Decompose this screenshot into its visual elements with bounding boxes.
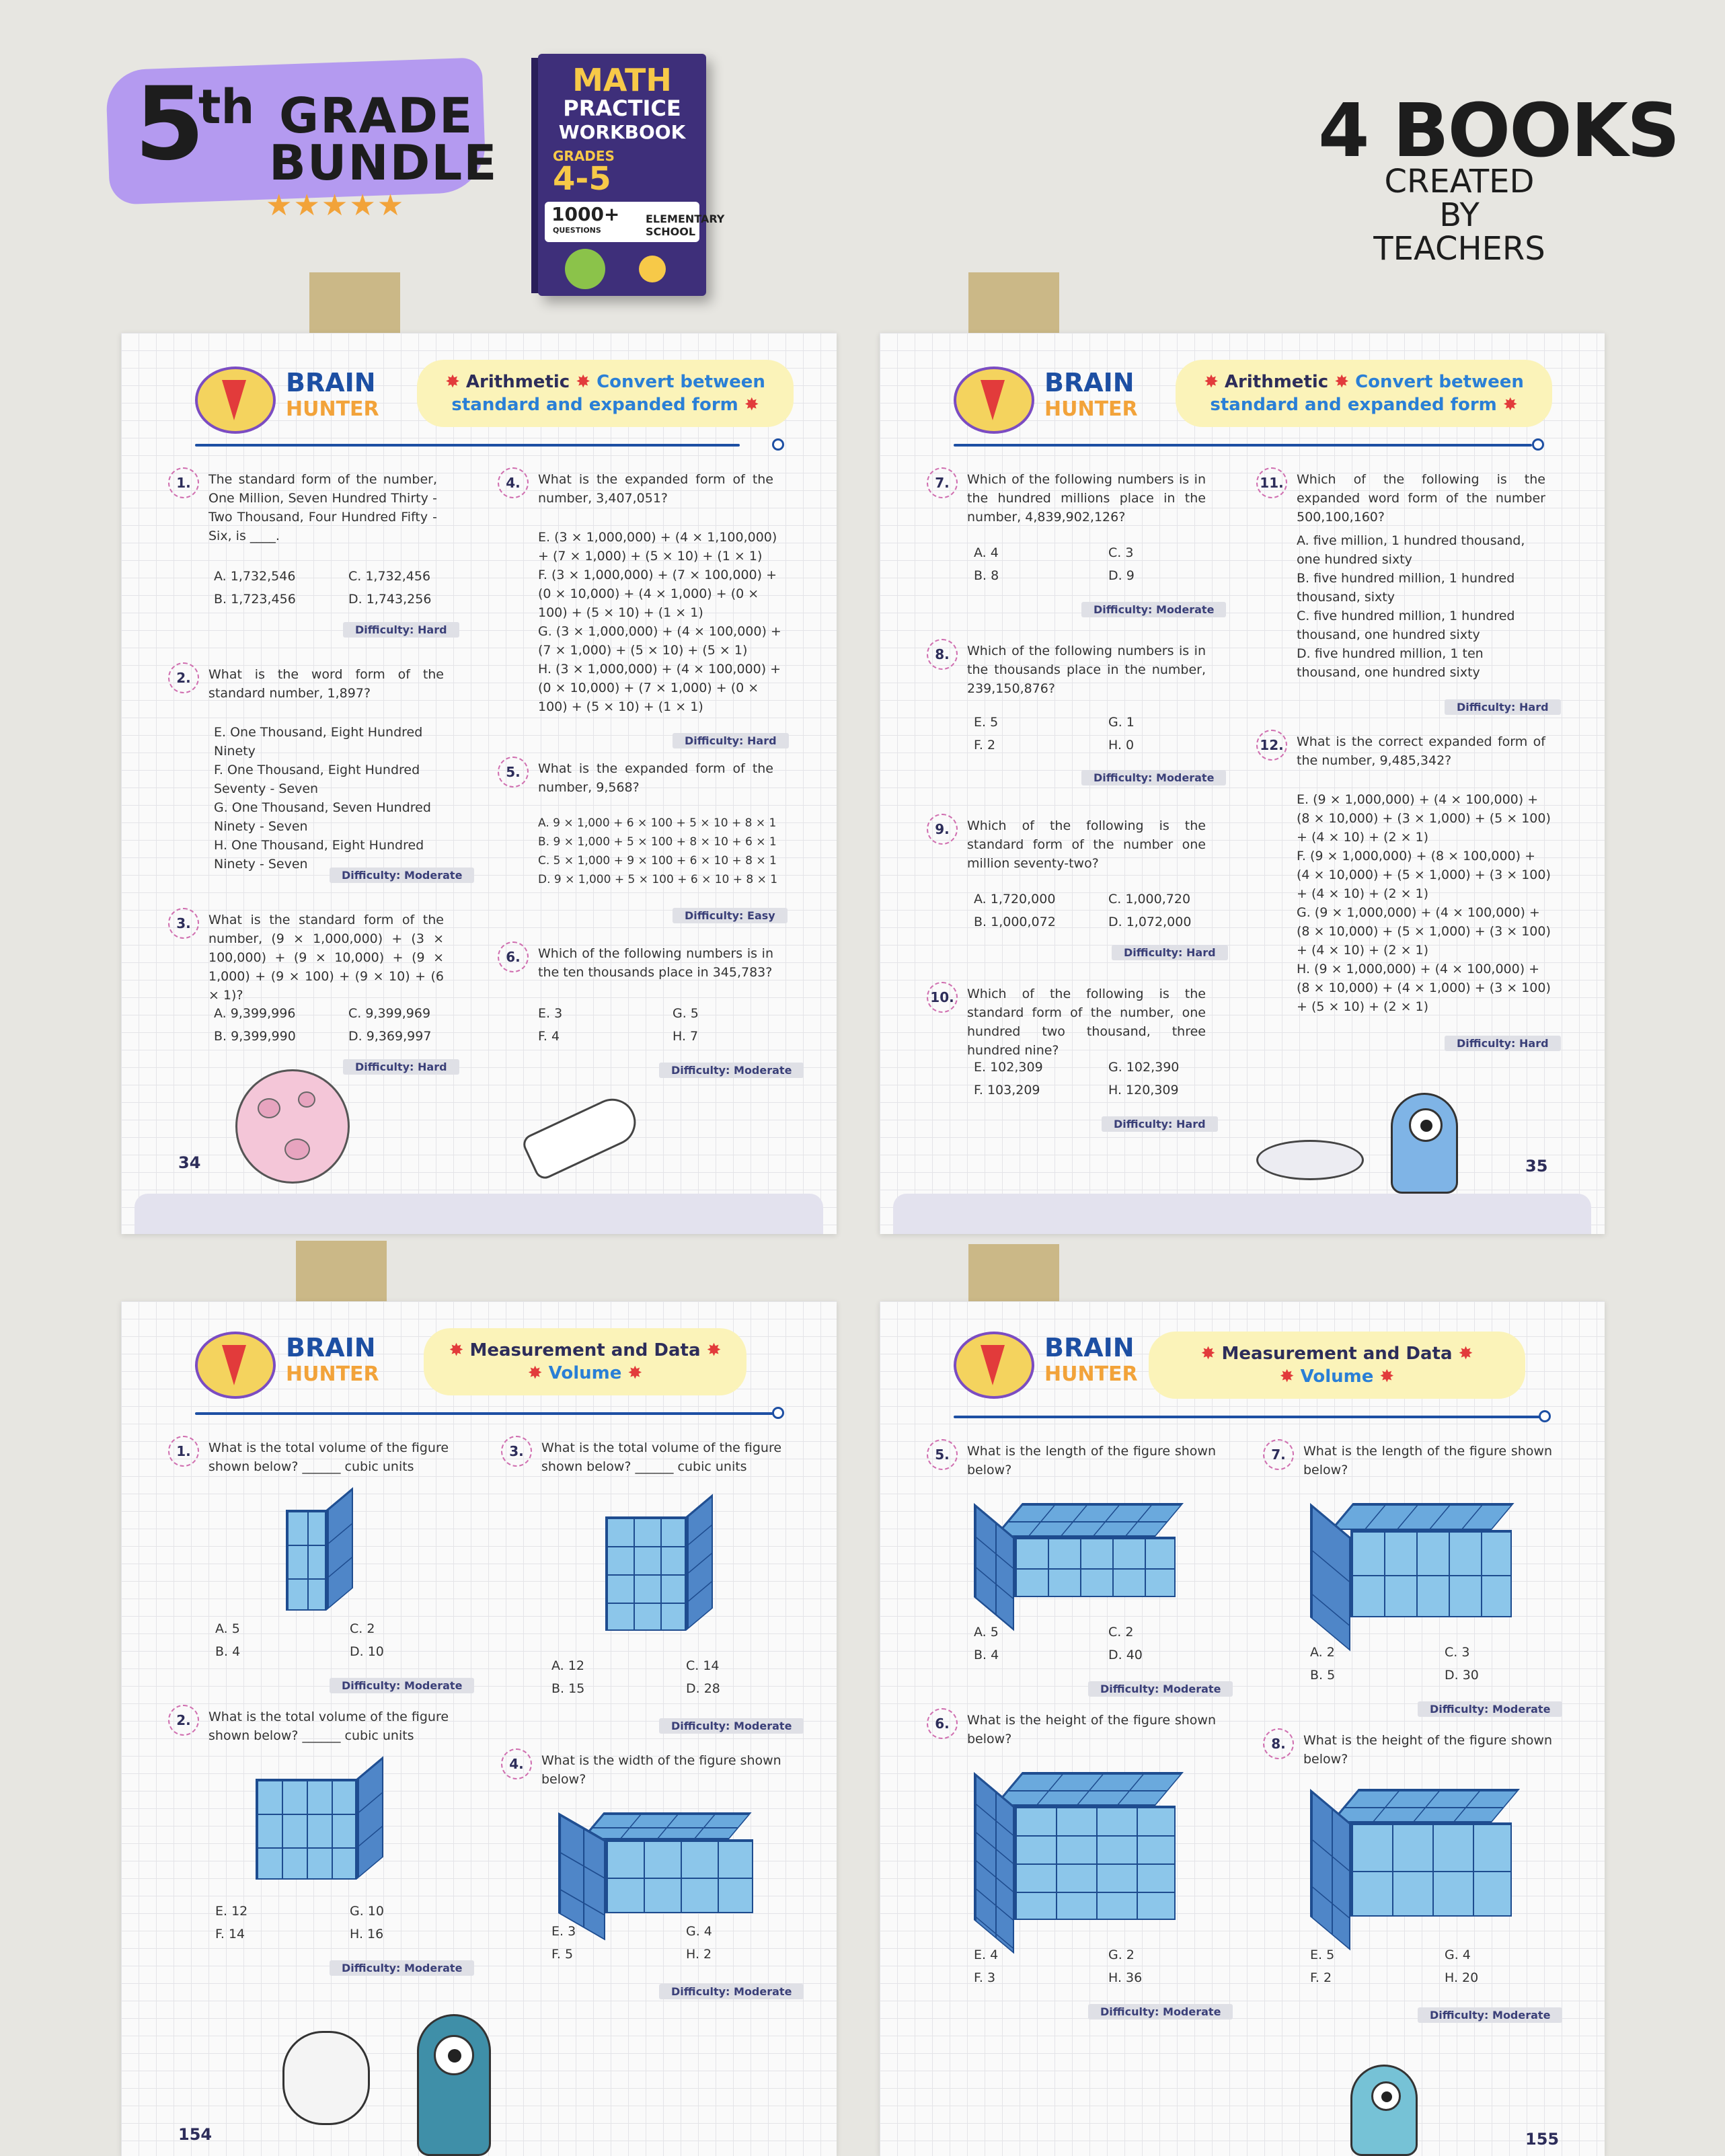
cube-side [686, 1494, 713, 1631]
option-b[interactable]: B. 9,399,990 [214, 1029, 296, 1044]
cube-top [994, 1772, 1184, 1806]
answer-options [214, 723, 443, 874]
rating-stars-icon: ★★★★★ [266, 188, 406, 223]
option-h[interactable]: H. 2 [686, 1947, 712, 1962]
topic-banner [1176, 360, 1552, 427]
question-text: Which of the following numbers is in the thousands place in the number, 239,150,876? [967, 644, 1206, 696]
logo-text-2: HUNTER [1044, 397, 1138, 421]
option-f[interactable]: F. (9 × 1,000,000) + (8 × 100,000) + (4 × 10,000) + (5 × 1,000) + (3 × 100) + (4 × 10) + (2 × 1) [1297, 849, 1551, 901]
cube-side [356, 1756, 383, 1880]
difficulty-badge: Difficulty: Hard [1445, 699, 1561, 715]
option-e[interactable]: E. 3 [551, 1924, 576, 1939]
question-text: What is the total volume of the figure shown below? ______ cubic units [541, 1440, 782, 1474]
cube-front [1014, 1806, 1176, 1920]
question-3 [168, 908, 451, 1002]
header-rule [954, 1416, 1545, 1418]
astronaut-helmet-icon [282, 2031, 370, 2125]
option-e[interactable]: E. 12 [215, 1904, 248, 1919]
question-text: What is the standard form of the number, (9 × 1,000,000) + (3 × 100,000) + (9 × 10,000) + (9 × 1,000) + (9 × 100) + (9 × 10) + (6 × 1)? [208, 913, 444, 1003]
worksheet-page-155 [880, 1301, 1605, 2156]
question-text: What is the height of the figure shown below? [967, 1713, 1216, 1746]
option-h[interactable]: H. 0 [1108, 738, 1135, 753]
option-g[interactable]: G. 10 [350, 1904, 384, 1919]
lightning-icon [981, 1345, 1005, 1385]
worksheet-page-154 [121, 1301, 837, 2156]
star-icon: ✸ [700, 1340, 722, 1360]
planet-icon [565, 249, 605, 289]
cube-front [286, 1510, 326, 1611]
question-text: Which of the following is the standard form of the number, one hundred two thousand, three hundred nine? [967, 987, 1206, 1058]
topic-banner [424, 1328, 746, 1395]
question-number: 11. [1256, 467, 1287, 498]
option-b[interactable]: B. 1,723,456 [214, 592, 296, 607]
book-title-math: MATH [572, 62, 672, 98]
option-f[interactable]: F. 2 [974, 738, 996, 753]
star-icon: ✸ [445, 372, 466, 392]
option-h[interactable]: H. 20 [1445, 1970, 1479, 1985]
logo-text-2: HUNTER [1044, 1362, 1138, 1386]
option-b[interactable]: B. 8 [974, 568, 999, 583]
pupil-icon [1420, 1120, 1432, 1132]
option-h[interactable]: H. 16 [350, 1927, 384, 1941]
difficulty-badge: Difficulty: Moderate [1418, 2007, 1562, 2023]
star-icon: ✸ [1200, 1344, 1222, 1364]
bundle-title [135, 67, 498, 202]
difficulty-badge: Difficulty: Moderate [659, 1718, 804, 1734]
question-number: 6. [927, 1708, 958, 1739]
worksheet-page-35 [880, 333, 1605, 1234]
topic-banner [417, 360, 794, 427]
option-a[interactable]: A. 2 [1310, 1645, 1335, 1660]
option-f[interactable]: F. 5 [551, 1947, 574, 1962]
header-rule [195, 1412, 773, 1415]
page-number: 35 [1525, 1157, 1548, 1176]
header-rule [195, 444, 740, 447]
option-d[interactable]: D. 9 [1108, 568, 1135, 583]
question-text: Which of the following is the standard form of the number one million seventy-two? [967, 818, 1206, 871]
option-f[interactable]: F. (3 × 1,000,000) + (7 × 100,000) + (0 × 10,000) + (4 × 1,000) + (0 × 100) + (5 × 10) + (1 × 1) [538, 568, 777, 620]
option-b[interactable]: B. five hundred million, 1 hundred thousand, sixty [1297, 571, 1515, 605]
star-icon: ✸ [449, 1340, 470, 1360]
book-questions-label: QUESTIONS [553, 226, 601, 235]
option-h[interactable]: H. 7 [673, 1029, 699, 1044]
question-number: 9. [927, 814, 958, 845]
star-icon: ✸ [1373, 1366, 1395, 1387]
crater-icon [284, 1139, 310, 1160]
difficulty-badge: Difficulty: Hard [1445, 1036, 1561, 1051]
option-c[interactable]: C. 1,000,720 [1108, 892, 1191, 907]
option-f[interactable]: F. One Thousand, Eight Hundred Seventy - Seven [214, 763, 420, 796]
question-12 [1256, 730, 1552, 777]
question-text: What is the total volume of the figure shown below? ______ cubic units [208, 1440, 449, 1474]
question-2 [168, 1705, 464, 1752]
option-a[interactable]: A. 1,720,000 [974, 892, 1056, 907]
option-c[interactable]: C. 14 [686, 1658, 720, 1673]
question-5 [927, 1439, 1223, 1486]
option-a[interactable]: A. 4 [974, 545, 999, 560]
option-c[interactable]: C. 2 [350, 1621, 375, 1636]
question-7 [1263, 1439, 1559, 1486]
books-subtitle [1372, 165, 1547, 266]
pupil-icon [448, 2049, 461, 2063]
answer-options [1297, 531, 1545, 682]
tape [296, 1241, 387, 1308]
books-subtitle-1: CREATED BY [1384, 163, 1535, 234]
cube-front [256, 1779, 356, 1880]
book-grades: 4-5 [553, 160, 611, 198]
option-a[interactable]: A. 9,399,996 [214, 1006, 296, 1021]
option-a[interactable]: A. 5 [974, 1625, 999, 1640]
topic: Arithmetic [465, 372, 570, 392]
option-h[interactable]: H. One Thousand, Eight Hundred Ninety - Seven [214, 838, 424, 872]
lightning-icon [222, 380, 246, 420]
bundle-line-2: BUNDLE [269, 134, 498, 191]
difficulty-badge: Difficulty: Moderate [330, 868, 474, 883]
option-d[interactable]: D. 30 [1445, 1668, 1479, 1683]
option-e[interactable]: E. 5 [1310, 1948, 1335, 1962]
answer-options [1297, 790, 1552, 1016]
question-text: What is the height of the figure shown below? [1303, 1733, 1552, 1767]
option-a[interactable]: A. 5 [215, 1621, 240, 1636]
grade-suffix: th [198, 79, 255, 134]
difficulty-badge: Difficulty: Moderate [1088, 2004, 1233, 2019]
question-number: 7. [927, 467, 958, 498]
difficulty-badge: Difficulty: Moderate [1088, 1681, 1233, 1697]
difficulty-badge: Difficulty: Hard [1112, 945, 1228, 960]
page-number: 155 [1525, 2130, 1560, 2149]
topic: Arithmetic [1224, 372, 1329, 392]
option-b[interactable]: B. 1,000,072 [974, 915, 1056, 929]
question-1 [168, 467, 437, 555]
difficulty-badge: Difficulty: Hard [673, 733, 789, 748]
option-d[interactable]: D. 9,369,997 [348, 1029, 432, 1044]
question-number: 3. [168, 908, 199, 939]
subtopic-b: standard and expanded form [1210, 395, 1497, 415]
question-7 [927, 467, 1209, 535]
crater-icon [298, 1091, 315, 1108]
question-5 [498, 757, 780, 804]
option-c[interactable]: C. 3 [1108, 545, 1134, 560]
difficulty-badge: Difficulty: Moderate [1418, 1701, 1562, 1717]
subtopic-a: Volume [548, 1363, 622, 1383]
option-h[interactable]: H. (9 × 1,000,000) + (4 × 100,000) + (8 × 10,000) + (4 × 1,000) + (3 × 100) + (5 × 10) + (2 × 1) [1297, 962, 1551, 1014]
option-f[interactable]: F. 14 [215, 1927, 245, 1941]
crater-icon [258, 1098, 280, 1118]
answer-options [538, 814, 787, 889]
star-icon: ✸ [1452, 1344, 1473, 1364]
cube-front [1350, 1530, 1512, 1617]
option-h[interactable]: H. 36 [1108, 1970, 1143, 1985]
book-questions-count: 1000+ [551, 203, 620, 225]
star-icon: ✸ [1328, 372, 1356, 392]
eye-icon [1371, 2081, 1401, 2111]
cube-front [1350, 1822, 1512, 1917]
option-d[interactable]: D. five hundred million, 1 ten thousand, one hundred sixty [1297, 646, 1484, 680]
option-g[interactable]: G. (3 × 1,000,000) + (4 × 100,000) + (7 × 1,000) + (5 × 10) + (5 × 1) [538, 624, 781, 658]
books-count: 4 BOOKS [1318, 87, 1679, 174]
grade-number: 5 [135, 66, 205, 183]
star-icon: ✸ [621, 1363, 643, 1383]
logo-text-1: BRAIN [1044, 368, 1135, 397]
difficulty-badge: Difficulty: Hard [343, 622, 459, 638]
option-g[interactable]: G. 4 [1445, 1948, 1471, 1962]
option-f[interactable]: F. 103,209 [974, 1083, 1040, 1098]
option-e[interactable]: E. (3 × 1,000,000) + (4 × 1,100,000) + (7 × 1,000) + (5 × 10) + (1 × 1) [538, 530, 777, 564]
subtopic-a: Volume [1300, 1366, 1374, 1387]
question-text: What is the length of the figure shown below? [1303, 1444, 1552, 1477]
cube-front [605, 1839, 753, 1913]
logo-text-2: HUNTER [286, 397, 379, 421]
star-icon: ✸ [527, 1363, 549, 1383]
book-cover [538, 54, 725, 296]
question-text: Which of the following numbers is in the hundred millions place in the number, 4,839,902,126? [967, 472, 1206, 525]
option-c[interactable]: C. 9,399,969 [348, 1006, 431, 1021]
book-grades-label: GRADES [553, 148, 615, 164]
question-10 [927, 982, 1209, 1058]
option-e[interactable]: E. 3 [538, 1006, 563, 1021]
option-f[interactable]: F. 3 [974, 1970, 996, 1985]
rule-end-dot [772, 1407, 784, 1419]
option-b[interactable]: B. 15 [551, 1681, 585, 1696]
tape [968, 272, 1059, 340]
question-8 [927, 639, 1209, 706]
question-number: 1. [168, 467, 199, 498]
question-9 [927, 814, 1209, 881]
rule-end-dot [772, 438, 784, 451]
star-icon: ✸ [738, 395, 759, 415]
difficulty-badge: Difficulty: Moderate [659, 1063, 804, 1078]
question-text: What is the expanded form of the number, 3,407,051? [538, 472, 773, 506]
planet-icon [235, 1069, 350, 1184]
difficulty-badge: Difficulty: Moderate [330, 1678, 474, 1693]
option-a[interactable]: A. 1,732,546 [214, 569, 296, 584]
topic: Measurement and Data [469, 1340, 701, 1360]
eye-icon [434, 2035, 474, 2075]
option-d[interactable]: D. 1,743,256 [348, 592, 432, 607]
difficulty-badge: Difficulty: Hard [343, 1059, 459, 1075]
cube-top [994, 1503, 1184, 1537]
cube-side [326, 1487, 353, 1611]
star-icon: ✸ [1279, 1366, 1301, 1387]
monster-icon [1350, 2065, 1418, 2156]
question-number: 8. [927, 639, 958, 670]
difficulty-badge: Difficulty: Moderate [1081, 770, 1226, 785]
question-text: What is the width of the figure shown below? [541, 1753, 781, 1787]
option-f[interactable]: F. 2 [1310, 1970, 1332, 1985]
question-number: 2. [168, 662, 199, 693]
question-3 [501, 1436, 797, 1483]
difficulty-badge: Difficulty: Easy [673, 908, 788, 923]
star-icon: ✸ [1496, 395, 1518, 415]
option-a[interactable]: A. 12 [551, 1658, 584, 1673]
question-text: Which of the following numbers is in the ten thousands place in 345,783? [538, 946, 773, 980]
question-text: The standard form of the number, One Million, Seven Hundred Thirty - Two Thousand, Four Hundred Fifty - Six, is ____. [208, 472, 437, 543]
question-4 [501, 1748, 797, 1796]
difficulty-badge: Difficulty: Moderate [1081, 602, 1226, 617]
rocket-icon [520, 1091, 644, 1182]
option-g[interactable]: G. One Thousand, Seven Hundred Ninety - Seven [214, 800, 431, 834]
monster-icon [417, 2014, 491, 2156]
question-number: 10. [927, 982, 958, 1013]
question-8 [1263, 1728, 1559, 1775]
book-title-workbook: WORKBOOK [558, 121, 686, 143]
option-g[interactable]: G. 1 [1108, 715, 1135, 730]
book-school: ELEMENTARY SCHOOL [646, 213, 725, 238]
page-number: 34 [178, 1153, 201, 1172]
question-6 [927, 1708, 1223, 1755]
bundle-line-1: GRADE [279, 87, 474, 144]
option-f[interactable]: F. 4 [538, 1029, 560, 1044]
option-h[interactable]: H. (3 × 1,000,000) + (4 × 100,000) + (0 × 10,000) + (7 × 1,000) + (0 × 100) + (5 × 10) + (1 × 1) [538, 662, 781, 714]
question-text: What is the expanded form of the number, 9,568? [538, 761, 773, 795]
book-title-practice: PRACTICE [563, 95, 681, 121]
option-h[interactable]: H. 120,309 [1108, 1083, 1179, 1098]
logo-text-1: BRAIN [286, 368, 376, 397]
worksheet-page-34 [121, 333, 837, 1234]
question-6 [498, 941, 780, 989]
lightning-icon [222, 1345, 246, 1385]
option-c[interactable]: C. 3 [1445, 1645, 1470, 1660]
question-text: What is the word form of the standard number, 1,897? [208, 667, 444, 701]
option-g[interactable]: G. 4 [686, 1924, 712, 1939]
cube-front [605, 1516, 686, 1631]
option-g[interactable]: G. 2 [1108, 1948, 1135, 1962]
question-number: 8. [1263, 1728, 1294, 1759]
rule-end-dot [1532, 438, 1544, 451]
subtopic-a: Convert between [1355, 372, 1524, 392]
difficulty-badge: Difficulty: Hard [1102, 1116, 1218, 1132]
tape [309, 272, 400, 340]
option-e[interactable]: E. 5 [974, 715, 999, 730]
question-number: 6. [498, 941, 529, 972]
option-b[interactable]: B. 4 [215, 1644, 241, 1659]
option-g[interactable]: G. (9 × 1,000,000) + (4 × 100,000) + (8 × 10,000) + (5 × 1,000) + (3 × 100) + (4 × 10) + (2 × 1) [1297, 905, 1551, 958]
ufo-icon [1256, 1140, 1364, 1180]
difficulty-badge: Difficulty: Moderate [659, 1984, 804, 1999]
option-c[interactable]: C. 2 [1108, 1625, 1134, 1640]
question-text: Which of the following is the expanded word form of the number 500,100,160? [1297, 472, 1545, 525]
option-a[interactable]: A. five million, 1 hundred thousand, one hundred sixty [1297, 533, 1525, 567]
answer-options [538, 528, 787, 716]
question-number: 5. [498, 757, 529, 787]
books-subtitle-2: TEACHERS [1373, 230, 1545, 268]
question-text: What is the correct expanded form of the number, 9,485,342? [1297, 734, 1545, 768]
brain-hunter-logo [195, 1332, 383, 1399]
option-e[interactable]: E. (9 × 1,000,000) + (4 × 100,000) + (8 × 10,000) + (3 × 1,000) + (5 × 100) + (4 × 10) + (2 × 1) [1297, 792, 1551, 845]
option-d[interactable]: D. 9 × 1,000 + 5 × 100 + 6 × 10 + 8 × 1 [538, 873, 778, 886]
question-11 [1256, 467, 1552, 525]
question-number: 3. [501, 1436, 532, 1467]
cube-front [1014, 1537, 1176, 1597]
difficulty-badge: Difficulty: Moderate [330, 1960, 474, 1976]
question-number: 4. [498, 467, 529, 498]
option-d[interactable]: D. 28 [686, 1681, 720, 1696]
ground-decoration [893, 1194, 1591, 1234]
brain-hunter-logo [954, 1332, 1142, 1399]
question-text: What is the length of the figure shown below? [967, 1444, 1216, 1477]
star-icon: ✸ [1204, 372, 1225, 392]
option-a[interactable]: A. 9 × 1,000 + 6 × 100 + 5 × 10 + 8 × 1 [538, 816, 777, 830]
option-e[interactable]: E. 4 [974, 1948, 999, 1962]
subtopic-a: Convert between [597, 372, 765, 392]
question-number: 1. [168, 1436, 199, 1467]
pupil-icon [1381, 2091, 1392, 2102]
brain-hunter-logo [954, 367, 1142, 434]
question-2 [168, 662, 444, 709]
option-d[interactable]: D. 10 [350, 1644, 384, 1659]
option-b[interactable]: B. 4 [974, 1648, 999, 1662]
page-number: 154 [178, 2125, 213, 2144]
question-4 [498, 467, 780, 514]
option-d[interactable]: D. 40 [1108, 1648, 1143, 1662]
cube-top [581, 1812, 752, 1839]
cube-top [1330, 1789, 1520, 1822]
topic: Measurement and Data [1221, 1344, 1453, 1364]
question-number: 12. [1256, 730, 1287, 761]
option-g[interactable]: G. 5 [673, 1006, 699, 1021]
question-number: 5. [927, 1439, 958, 1470]
question-1 [168, 1436, 464, 1483]
option-c[interactable]: C. five hundred million, 1 hundred thousand, one hundred sixty [1297, 609, 1515, 642]
option-b[interactable]: B. 9 × 1,000 + 5 × 100 + 8 × 10 + 6 × 1 [538, 835, 777, 849]
option-e[interactable]: E. One Thousand, Eight Hundred Ninety [214, 725, 423, 759]
option-e[interactable]: E. 102,309 [974, 1060, 1043, 1075]
question-text: What is the total volume of the figure shown below? ______ cubic units [208, 1709, 449, 1743]
logo-text-1: BRAIN [286, 1333, 376, 1362]
logo-text-1: BRAIN [1044, 1333, 1135, 1362]
question-number: 4. [501, 1748, 532, 1779]
cube-top [1330, 1503, 1515, 1530]
option-c[interactable]: C. 1,732,456 [348, 569, 431, 584]
question-number: 7. [1263, 1439, 1294, 1470]
option-g[interactable]: G. 102,390 [1108, 1060, 1180, 1075]
subtopic-b: standard and expanded form [451, 395, 738, 415]
logo-text-2: HUNTER [286, 1362, 379, 1386]
sun-icon [639, 256, 666, 282]
question-number: 2. [168, 1705, 199, 1736]
eye-icon [1409, 1108, 1443, 1142]
option-c[interactable]: C. 5 × 1,000 + 9 × 100 + 6 × 10 + 8 × 1 [538, 854, 777, 868]
topic-banner [1149, 1332, 1525, 1399]
monster-icon [1391, 1093, 1458, 1194]
ground-decoration [135, 1194, 823, 1234]
star-icon: ✸ [570, 372, 597, 392]
option-d[interactable]: D. 1,072,000 [1108, 915, 1192, 929]
option-b[interactable]: B. 5 [1310, 1668, 1336, 1683]
header-rule [954, 444, 1532, 447]
rule-end-dot [1539, 1410, 1551, 1422]
brain-hunter-logo [195, 367, 383, 434]
lightning-icon [981, 380, 1005, 420]
